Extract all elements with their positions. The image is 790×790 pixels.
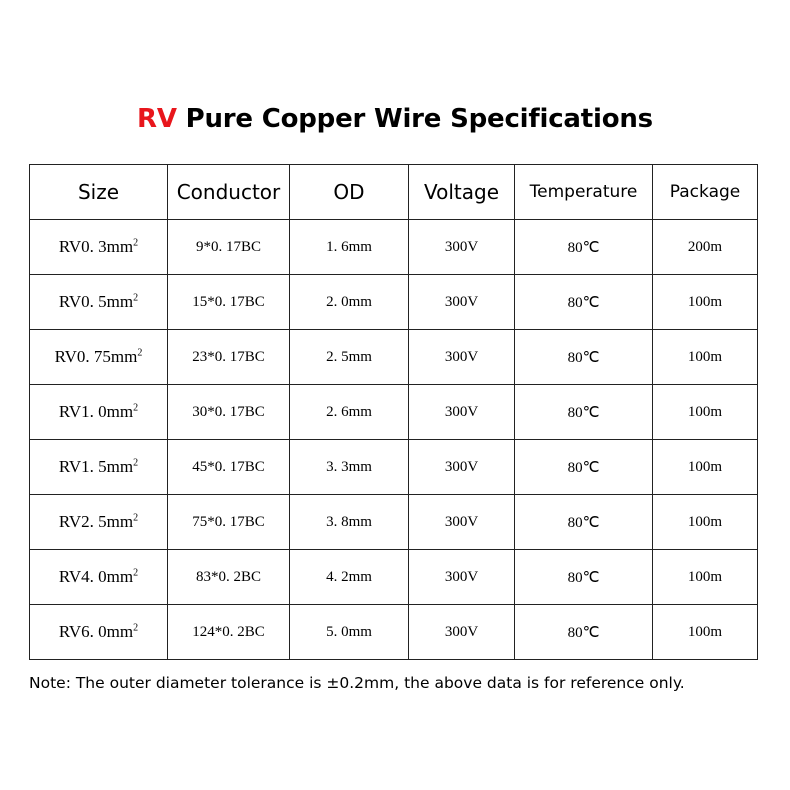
temperature-cell: 80℃ bbox=[515, 330, 653, 385]
size-cell: RV0. $5mm^2$ bbox=[30, 275, 168, 330]
table-row bbox=[30, 495, 758, 550]
temperature-cell: 80℃ bbox=[515, 550, 653, 605]
size-cell: RV6. $0mm^2$ bbox=[30, 605, 168, 660]
size-cell: RV4. $0mm^2$ bbox=[30, 550, 168, 605]
header-temperature: Temperature bbox=[515, 165, 653, 220]
temperature-cell: 80℃ bbox=[515, 275, 653, 330]
table-row bbox=[30, 385, 758, 440]
table-row bbox=[30, 605, 758, 660]
header-conductor: Conductor bbox=[168, 165, 290, 220]
conductor-cell: 124*0. 2BC bbox=[168, 605, 290, 660]
package-cell: 100m bbox=[653, 330, 758, 385]
temperature-cell: 80℃ bbox=[515, 220, 653, 275]
package-cell: 100m bbox=[653, 385, 758, 440]
package-cell: 200m bbox=[653, 220, 758, 275]
table-header-row bbox=[30, 165, 758, 220]
size-cell: RV0. $3mm^2$ bbox=[30, 220, 168, 275]
voltage-cell: 300V bbox=[409, 220, 515, 275]
od-cell: 2. 0mm bbox=[290, 275, 409, 330]
package-cell: 100m bbox=[653, 605, 758, 660]
table-row bbox=[30, 550, 758, 605]
conductor-cell: 23*0. 17BC bbox=[168, 330, 290, 385]
title-text: Pure Copper Wire Specifications bbox=[176, 104, 653, 134]
od-cell: 5. 0mm bbox=[290, 605, 409, 660]
package-cell: 100m bbox=[653, 440, 758, 495]
size-cell: RV0. $75mm^2$ bbox=[30, 330, 168, 385]
size-cell: RV2. $5mm^2$ bbox=[30, 495, 168, 550]
header-voltage: Voltage bbox=[409, 165, 515, 220]
od-cell: 3. 3mm bbox=[290, 440, 409, 495]
voltage-cell: 300V bbox=[409, 550, 515, 605]
temperature-cell: 80℃ bbox=[515, 495, 653, 550]
od-cell: 3. 8mm bbox=[290, 495, 409, 550]
od-cell: 1. 6mm bbox=[290, 220, 409, 275]
header-size: Size bbox=[30, 165, 168, 220]
package-cell: 100m bbox=[653, 550, 758, 605]
conductor-cell: 9*0. 17BC bbox=[168, 220, 290, 275]
package-cell: 100m bbox=[653, 275, 758, 330]
package-cell: 100m bbox=[653, 495, 758, 550]
voltage-cell: 300V bbox=[409, 275, 515, 330]
header-od: OD bbox=[290, 165, 409, 220]
size-cell: RV1. $5mm^2$ bbox=[30, 440, 168, 495]
temperature-cell: 80℃ bbox=[515, 385, 653, 440]
page-title bbox=[0, 104, 790, 134]
od-cell: 2. 5mm bbox=[290, 330, 409, 385]
size-cell: RV1. $0mm^2$ bbox=[30, 385, 168, 440]
voltage-cell: 300V bbox=[409, 385, 515, 440]
table-row bbox=[30, 330, 758, 385]
voltage-cell: 300V bbox=[409, 330, 515, 385]
header-package: Package bbox=[653, 165, 758, 220]
table-row bbox=[30, 220, 758, 275]
specifications-table bbox=[29, 164, 758, 660]
table-row bbox=[30, 275, 758, 330]
od-cell: 2. 6mm bbox=[290, 385, 409, 440]
conductor-cell: 83*0. 2BC bbox=[168, 550, 290, 605]
title-accent: RV bbox=[137, 104, 177, 134]
voltage-cell: 300V bbox=[409, 605, 515, 660]
conductor-cell: 15*0. 17BC bbox=[168, 275, 290, 330]
conductor-cell: 75*0. 17BC bbox=[168, 495, 290, 550]
conductor-cell: 45*0. 17BC bbox=[168, 440, 290, 495]
footnote: Note: The outer diameter tolerance is ±0.2mm, the above data is for reference only. bbox=[29, 674, 685, 692]
temperature-cell: 80℃ bbox=[515, 605, 653, 660]
voltage-cell: 300V bbox=[409, 440, 515, 495]
temperature-cell: 80℃ bbox=[515, 440, 653, 495]
conductor-cell: 30*0. 17BC bbox=[168, 385, 290, 440]
od-cell: 4. 2mm bbox=[290, 550, 409, 605]
voltage-cell: 300V bbox=[409, 495, 515, 550]
table-row bbox=[30, 440, 758, 495]
